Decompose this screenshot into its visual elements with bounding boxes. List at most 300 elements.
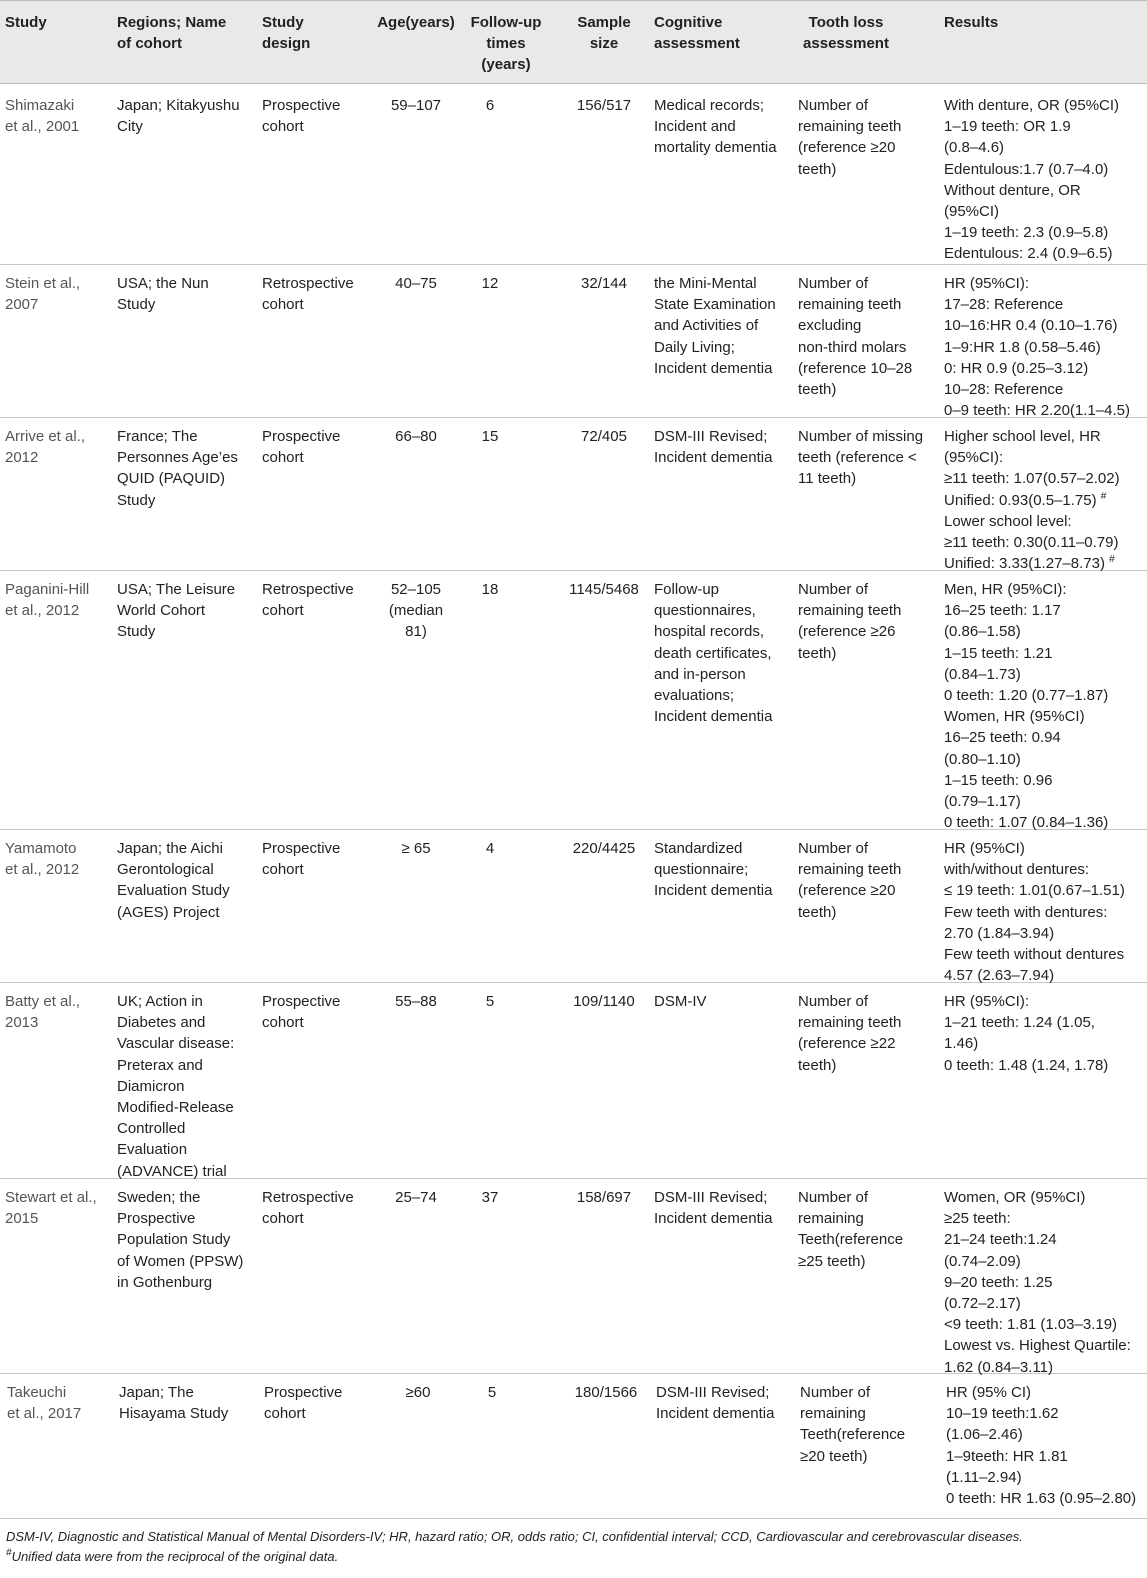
cell-cog-line: DSM-IV xyxy=(654,993,707,1010)
cell-cog-line: mortality dementia xyxy=(654,139,777,157)
header-follow-up-line: (years) xyxy=(481,56,531,73)
cell-design xyxy=(262,579,367,621)
cell-cog-line: Medical records; xyxy=(654,97,765,114)
cell-sample-line: 158/697 xyxy=(576,1189,632,1206)
cell-results-line: Women, HR (95%CI) xyxy=(944,708,1085,726)
cell-results-line: ≥11 teeth: 1.07(0.57–2.02) xyxy=(944,470,1120,488)
cell-results-line: ≤ 19 teeth: 1.01(0.67–1.51) xyxy=(944,882,1125,900)
cell-results-line: (0.79–1.17) xyxy=(944,793,1021,811)
cell-study xyxy=(5,991,113,1033)
cell-region-line: Japan; Kitakyushu xyxy=(117,97,240,114)
header-results-line: Results xyxy=(944,14,999,31)
cell-cog xyxy=(654,273,794,379)
cell-follow xyxy=(469,1382,515,1403)
table-row xyxy=(0,571,1147,830)
cell-region-line: Diabetes and xyxy=(117,1014,206,1032)
cell-results-line: HR (95%CI) xyxy=(944,840,1025,857)
cell-study xyxy=(5,1187,113,1229)
cell-region-line: Japan; the Aichi xyxy=(117,840,223,857)
cell-tooth-line: teeth) xyxy=(798,1056,837,1074)
cell-cog xyxy=(656,1382,796,1424)
cell-cog-line: Incident dementia xyxy=(656,1405,775,1423)
cell-results xyxy=(946,1382,1146,1509)
cell-tooth-line: Number of xyxy=(798,1189,869,1206)
cell-cog xyxy=(654,426,794,468)
cell-sample xyxy=(560,95,648,116)
cell-cog-line: Incident and xyxy=(654,118,736,136)
cell-follow-line: 5 xyxy=(485,993,495,1010)
table-row xyxy=(0,1374,1147,1519)
cell-results-line: 1–15 teeth: 1.21 xyxy=(944,644,1053,662)
cell-follow xyxy=(467,273,513,294)
cell-region-line: Vascular disease: xyxy=(117,1035,235,1053)
cell-study-line: Paganini-Hill xyxy=(5,581,90,598)
header-age-line: Age(years) xyxy=(377,14,455,31)
header-sample-size-line: size xyxy=(589,35,619,52)
header-tooth-loss-assessment xyxy=(796,12,896,54)
cell-sample-line: 32/144 xyxy=(581,275,627,292)
cell-design xyxy=(262,426,367,468)
cell-design xyxy=(264,1382,369,1424)
cell-cog-line: DSM-III Revised; xyxy=(654,428,768,445)
header-cognitive-assessment xyxy=(654,12,794,54)
cell-age-line: ≥ 65 xyxy=(401,840,431,857)
cell-cog xyxy=(654,838,794,902)
cell-follow-line: 12 xyxy=(481,275,499,292)
cell-region-line: QUID (PAQUID) xyxy=(117,470,226,488)
cell-study-line: Arrive et al., xyxy=(5,428,86,445)
cell-cog-line: Daily Living; xyxy=(654,338,735,356)
cell-tooth-line: teeth) xyxy=(798,381,837,399)
cell-sample-line: 109/1140 xyxy=(573,993,635,1010)
cell-results-line: Without denture, OR xyxy=(944,181,1081,199)
cell-results-line: ≥25 teeth: xyxy=(944,1210,1011,1228)
cell-cog-line: Incident dementia xyxy=(654,449,773,467)
cell-region-line: Diamicron xyxy=(117,1077,185,1095)
cell-age xyxy=(370,1187,462,1208)
cell-age xyxy=(370,838,462,859)
cell-study-line: et al., 2012 xyxy=(5,861,80,879)
cell-age-line: 66–80 xyxy=(395,428,437,445)
cell-tooth-line: Number of xyxy=(798,275,869,292)
cell-results-line: 1–9:HR 1.8 (0.58–5.46) xyxy=(944,338,1101,356)
cell-tooth-line: (reference ≥20 xyxy=(798,139,896,157)
header-sample-size xyxy=(560,12,648,54)
cell-region-line: Modified-Release xyxy=(117,1099,234,1117)
table-row xyxy=(0,830,1147,983)
cell-age xyxy=(370,426,462,447)
cell-tooth-line: Number of xyxy=(798,840,869,857)
cell-region-line: Evaluation xyxy=(117,1141,188,1159)
cell-cog-line: questionnaires, xyxy=(654,602,756,620)
cell-follow-line: 15 xyxy=(481,428,499,445)
cell-study xyxy=(5,273,113,315)
cell-design-line: cohort xyxy=(262,449,304,467)
cell-results-line: (0.80–1.10) xyxy=(944,750,1021,768)
cell-results-line: Edentulous: 2.4 (0.9–6.5) xyxy=(944,245,1113,263)
cell-region-line: in Gothenburg xyxy=(117,1273,213,1291)
cell-region xyxy=(117,838,257,923)
cell-tooth-line: Number of missing xyxy=(798,428,924,445)
cell-design-line: cohort xyxy=(262,1014,304,1032)
header-sample-size-line: Sample xyxy=(577,14,631,31)
cell-cog xyxy=(654,579,794,727)
cell-sample-line: 180/1566 xyxy=(574,1384,638,1401)
cell-tooth-line: teeth) xyxy=(798,160,837,178)
cell-results-line: (0.74–2.09) xyxy=(944,1252,1021,1270)
cell-tooth xyxy=(798,95,938,180)
cell-region xyxy=(117,579,257,643)
cell-sample xyxy=(560,426,648,447)
cell-tooth-line: non-third molars xyxy=(798,338,907,356)
cell-region-line: Study xyxy=(117,491,156,509)
cell-results-line: 17–28: Reference xyxy=(944,296,1064,314)
cell-results xyxy=(944,95,1144,265)
cell-cog-line: death certificates, xyxy=(654,644,772,662)
cell-study xyxy=(5,579,113,621)
cell-results xyxy=(944,838,1144,986)
cell-region-line: of Women (PPSW) xyxy=(117,1252,244,1270)
cell-results-line: 1–19 teeth: OR 1.9 xyxy=(944,118,1071,136)
cell-study xyxy=(5,838,113,880)
cell-results-line: with/without dentures: xyxy=(944,861,1090,879)
cell-region-line: (AGES) Project xyxy=(117,903,220,921)
cell-cog-line: Incident dementia xyxy=(654,359,773,377)
table-row xyxy=(0,265,1147,418)
table-row xyxy=(0,983,1147,1179)
cell-results-line: 4.57 (2.63–7.94) xyxy=(944,967,1055,985)
cell-sample xyxy=(560,579,648,600)
cell-tooth xyxy=(798,991,938,1076)
cell-results-line: 2.70 (1.84–3.94) xyxy=(944,924,1055,942)
cell-tooth-line: Number of xyxy=(798,97,869,114)
cell-sample-line: 1145/5468 xyxy=(569,581,639,598)
cell-design xyxy=(262,273,367,315)
cell-region-line: Sweden; the xyxy=(117,1189,201,1206)
cell-design xyxy=(262,95,367,137)
cell-region-line: Evaluation Study xyxy=(117,882,230,900)
cell-age xyxy=(370,95,462,116)
cell-cog-line: State Examination xyxy=(654,296,776,314)
cell-region-line: USA; The Leisure xyxy=(117,581,236,598)
cell-cog-line: DSM-III Revised; xyxy=(656,1384,770,1401)
cell-age-line: 55–88 xyxy=(395,993,437,1010)
cell-results-line: 1–15 teeth: 0.96 xyxy=(944,771,1053,789)
cell-tooth-line: remaining xyxy=(798,1210,864,1228)
cell-follow xyxy=(467,1187,513,1208)
cell-results-line: With denture, OR (95%CI) xyxy=(944,97,1120,114)
cell-design-line: Retrospective xyxy=(262,1189,354,1206)
cell-results-line: Few teeth without dentures xyxy=(944,946,1125,964)
cell-tooth xyxy=(798,838,938,923)
cell-region-line: UK; Action in xyxy=(117,993,203,1010)
cell-follow-line: 5 xyxy=(487,1384,497,1401)
footnote-marker: # xyxy=(6,1547,12,1559)
cell-tooth-line: 11 teeth) xyxy=(798,470,857,488)
cell-tooth-line: teeth) xyxy=(798,644,837,662)
cell-cog xyxy=(654,95,794,159)
cell-results-line: Unified: 3.33(1.27–8.73) # xyxy=(944,554,1115,573)
cell-design-line: cohort xyxy=(262,602,304,620)
cell-follow xyxy=(467,991,513,1012)
cell-results-line: HR (95%CI): xyxy=(944,275,1030,292)
cell-cog-line: Follow-up xyxy=(654,581,720,598)
cell-results-line: 1–21 teeth: 1.24 (1.05, xyxy=(944,1014,1095,1032)
cell-tooth-line: ≥20 teeth) xyxy=(800,1447,868,1465)
cell-tooth-line: remaining xyxy=(800,1405,866,1423)
cell-follow xyxy=(467,579,513,600)
cell-results-line: 0 teeth: 1.20 (0.77–1.87) xyxy=(944,687,1109,705)
cell-cog xyxy=(654,991,794,1012)
cell-results-line: Higher school level, HR xyxy=(944,428,1101,445)
cell-results-line: 10–19 teeth:1.62 xyxy=(946,1405,1059,1423)
cell-age xyxy=(370,273,462,294)
header-cognitive-assessment-line: assessment xyxy=(654,35,740,52)
cell-results xyxy=(944,426,1144,574)
cell-cog-line: the Mini-Mental xyxy=(654,275,757,292)
cell-region-line: France; The xyxy=(117,428,198,445)
cell-results-line: (1.11–2.94) xyxy=(946,1468,1022,1486)
cell-design-line: cohort xyxy=(262,861,304,879)
cell-region xyxy=(117,1187,257,1293)
cell-follow-line: 18 xyxy=(481,581,499,598)
cell-cog-line: DSM-III Revised; xyxy=(654,1189,768,1206)
cell-study xyxy=(5,426,113,468)
cell-study-line: Stein et al., xyxy=(5,275,81,292)
cell-age-line: 52–105 xyxy=(390,581,442,598)
cell-sample-line: 220/4425 xyxy=(572,840,636,857)
cell-study-line: Shimazaki xyxy=(5,97,75,114)
cell-region-line: (ADVANCE) trial xyxy=(117,1162,227,1180)
cell-tooth-line: teeth) xyxy=(798,903,837,921)
cell-follow xyxy=(467,95,513,116)
cell-results-line: 0 teeth: 1.07 (0.84–1.36) xyxy=(944,814,1109,832)
cell-region-line: Japan; The xyxy=(119,1384,194,1401)
cell-results-line: Men, HR (95%CI): xyxy=(944,581,1067,598)
cell-study-line: Yamamoto xyxy=(5,840,77,857)
cell-sample-line: 72/405 xyxy=(581,428,627,445)
cell-study-line: et al., 2012 xyxy=(5,602,80,620)
cell-region xyxy=(119,1382,259,1424)
cell-design-line: Prospective xyxy=(264,1384,343,1401)
cell-results-line: (1.06–2.46) xyxy=(946,1426,1023,1444)
cell-results xyxy=(944,273,1144,421)
cell-results-line: (95%CI): xyxy=(944,449,1004,467)
footnote-unified xyxy=(6,1547,1141,1566)
cell-design xyxy=(262,1187,367,1229)
cell-study-line: et al., 2001 xyxy=(5,118,80,136)
cell-results-line: HR (95% CI) xyxy=(946,1384,1032,1401)
cell-age-line: (median xyxy=(388,602,444,620)
cell-results xyxy=(944,991,1144,1076)
cell-follow-line: 4 xyxy=(485,840,495,857)
cell-results-line: 21–24 teeth:1.24 xyxy=(944,1231,1057,1249)
cell-results-line: 16–25 teeth: 1.17 xyxy=(944,602,1061,620)
cell-tooth xyxy=(798,1187,938,1272)
cell-results-line: 1–9teeth: HR 1.81 xyxy=(946,1447,1068,1465)
cell-study-line: 2012 xyxy=(5,449,39,467)
cell-cog-line: questionnaire; xyxy=(654,861,749,879)
cell-follow xyxy=(467,426,513,447)
cell-results-line: 1.62 (0.84–3.11) xyxy=(944,1358,1053,1376)
cell-results-line: Edentulous:1.7 (0.7–4.0) xyxy=(944,160,1109,178)
cell-results-line: 0–9 teeth: HR 2.20(1.1–4.5) xyxy=(944,402,1130,420)
cell-cog-line: hospital records, xyxy=(654,623,765,641)
cell-tooth-line: Number of xyxy=(798,993,869,1010)
cell-sample xyxy=(560,1187,648,1208)
cell-results-line: Few teeth with dentures: xyxy=(944,903,1108,921)
cell-tooth-line: (reference ≥26 xyxy=(798,623,896,641)
cell-age-line: ≥60 xyxy=(405,1384,431,1401)
cell-results-line: (95%CI) xyxy=(944,203,1000,221)
header-tooth-loss-assessment-line: Tooth loss xyxy=(808,14,884,31)
cell-age-line: 40–75 xyxy=(395,275,437,292)
cell-tooth-line: remaining teeth xyxy=(798,1014,902,1032)
cell-tooth-line: (reference ≥20 xyxy=(798,882,896,900)
cell-age xyxy=(370,579,462,643)
cell-results-line: 16–25 teeth: 0.94 xyxy=(944,729,1061,747)
cell-cog-line: Standardized xyxy=(654,840,743,857)
header-region-line: Regions; Name xyxy=(117,14,227,31)
cell-region xyxy=(117,991,257,1182)
cell-tooth-line: Number of xyxy=(800,1384,871,1401)
cell-design xyxy=(262,838,367,880)
cell-tooth-line: remaining teeth xyxy=(798,296,902,314)
cell-study-line: Stewart et al., xyxy=(5,1189,97,1206)
cell-tooth-line: excluding xyxy=(798,317,862,335)
cell-cog-line: Incident dementia xyxy=(654,708,773,726)
cell-tooth-line: teeth (reference < xyxy=(798,449,917,467)
cell-region-line: Preterax and xyxy=(117,1056,203,1074)
cell-sample xyxy=(560,273,648,294)
header-study-line: Study xyxy=(5,14,47,31)
cell-age-line: 25–74 xyxy=(395,1189,437,1206)
cell-design-line: Prospective xyxy=(262,840,341,857)
cell-study-line: et al., 2017 xyxy=(7,1405,82,1423)
cell-tooth-line: Teeth(reference xyxy=(800,1426,906,1444)
cell-tooth xyxy=(798,273,938,400)
cell-age xyxy=(372,1382,464,1403)
table-row xyxy=(0,418,1147,571)
cell-age xyxy=(370,991,462,1012)
footnote-unified-text: Unified data were from the reciprocal of the original data. xyxy=(11,1549,339,1564)
cell-sample-line: 156/517 xyxy=(576,97,632,114)
cell-region-line: Study xyxy=(117,296,156,314)
header-design-line: Study xyxy=(262,14,304,31)
cell-tooth xyxy=(800,1382,940,1467)
header-follow-up-line: times xyxy=(486,35,526,52)
cell-results xyxy=(944,1187,1144,1378)
cell-results-line: 10–16:HR 0.4 (0.10–1.76) xyxy=(944,317,1118,335)
cell-design-line: Prospective xyxy=(262,428,341,445)
cell-results-line: Women, OR (95%CI) xyxy=(944,1189,1086,1206)
cell-study-line: Takeuchi xyxy=(7,1384,67,1401)
cell-cog xyxy=(654,1187,794,1229)
cell-tooth-line: Teeth(reference xyxy=(798,1231,904,1249)
table-row xyxy=(0,87,1147,265)
cell-tooth-line: remaining teeth xyxy=(798,602,902,620)
cell-design-line: cohort xyxy=(262,1210,304,1228)
cell-design-line: cohort xyxy=(262,296,304,314)
cell-results-line: ≥11 teeth: 0.30(0.11–0.79) xyxy=(944,534,1119,552)
cell-results xyxy=(944,579,1144,833)
cell-cog-line: Incident dementia xyxy=(654,882,773,900)
cell-tooth-line: (reference 10–28 xyxy=(798,359,913,377)
cell-design xyxy=(262,991,367,1033)
cell-sample xyxy=(562,1382,650,1403)
cell-results-line: 0: HR 0.9 (0.25–3.12) xyxy=(944,359,1089,377)
cell-tooth-line: (reference ≥22 xyxy=(798,1035,896,1053)
cell-sample xyxy=(560,838,648,859)
cell-results-line: (0.86–1.58) xyxy=(944,623,1021,641)
cell-sample xyxy=(560,991,648,1012)
cell-results-line: (0.84–1.73) xyxy=(944,665,1021,683)
cell-cog-line: evaluations; xyxy=(654,687,735,705)
header-region-line: of cohort xyxy=(117,35,182,52)
header-tooth-loss-assessment-line: assessment xyxy=(803,35,889,52)
cell-study-line: 2007 xyxy=(5,296,39,314)
header-age xyxy=(370,12,462,33)
cell-results-line: 10–28: Reference xyxy=(944,381,1064,399)
cell-results-line: (0.72–2.17) xyxy=(944,1295,1021,1313)
cell-cog-line: and Activities of xyxy=(654,317,759,335)
cell-design-line: cohort xyxy=(264,1405,306,1423)
header-follow-up-line: Follow-up xyxy=(470,14,542,31)
cell-tooth xyxy=(798,426,938,490)
cell-study xyxy=(5,95,113,137)
cell-region xyxy=(117,273,257,315)
cell-follow-line: 37 xyxy=(481,1189,499,1206)
cell-region-line: City xyxy=(117,118,143,136)
cell-design-line: cohort xyxy=(262,118,304,136)
cell-tooth xyxy=(798,579,938,664)
cell-age-line: 59–107 xyxy=(390,97,442,114)
table-row xyxy=(0,1179,1147,1374)
header-follow-up xyxy=(462,12,550,75)
cell-design-line: Prospective xyxy=(262,993,341,1010)
cell-region xyxy=(117,426,257,511)
cell-tooth-line: ≥25 teeth) xyxy=(798,1252,866,1270)
cell-results-line: 1.46) xyxy=(944,1035,979,1053)
cell-results-line: <9 teeth: 1.81 (1.03–3.19) xyxy=(944,1316,1118,1334)
cell-study-line: 2015 xyxy=(5,1210,39,1228)
cell-study-line: Batty et al., xyxy=(5,993,81,1010)
cell-design-line: Retrospective xyxy=(262,275,354,292)
cell-cog-line: Incident dementia xyxy=(654,1210,773,1228)
cell-results-line: 9–20 teeth: 1.25 xyxy=(944,1273,1053,1291)
header-study xyxy=(5,12,105,33)
cell-cog-line: and in-person xyxy=(654,665,746,683)
cell-region-line: World Cohort xyxy=(117,602,206,620)
cell-design-line: Prospective xyxy=(262,97,341,114)
cell-region xyxy=(117,95,257,137)
header-results xyxy=(944,12,1134,33)
cell-results-line: Lowest vs. Highest Quartile: xyxy=(944,1337,1131,1355)
header-region xyxy=(117,12,252,54)
cell-tooth-line: Number of xyxy=(798,581,869,598)
cell-follow xyxy=(467,838,513,859)
cell-region-line: Population Study xyxy=(117,1231,231,1249)
cell-region-line: Personnes Age’es xyxy=(117,449,238,467)
cell-region-line: Hisayama Study xyxy=(119,1405,229,1423)
header-design-line: design xyxy=(262,35,311,52)
footnote-abbreviations: DSM-IV, Diagnostic and Statistical Manual of Mental Disorders-IV; HR, hazard ratio; OR, odds ratio; CI, confidential interval; CCD, Cardiovascular and cerebrovascular diseases. xyxy=(6,1529,1023,1544)
cell-age-line: 81) xyxy=(405,623,427,641)
cell-study xyxy=(7,1382,115,1424)
cell-results-line: Unified: 0.93(0.5–1.75) # xyxy=(944,490,1107,509)
cell-region-line: Controlled xyxy=(117,1120,186,1138)
table-header xyxy=(0,0,1147,84)
